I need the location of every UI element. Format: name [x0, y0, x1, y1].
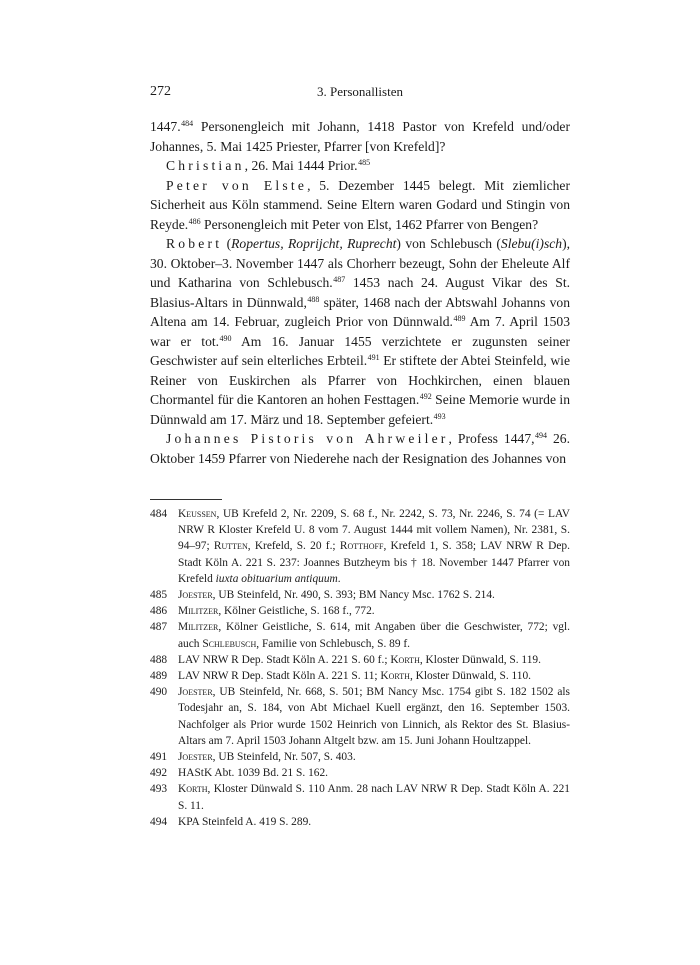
footnote-number: 490 [150, 686, 168, 699]
footnote-ref[interactable]: 493 [433, 411, 446, 421]
footnote-ref[interactable]: 489 [453, 314, 466, 323]
footnote-ref[interactable]: 490 [219, 333, 232, 343]
footnote-486: 486 Militzer, Kölner Geistliche, S. 168 f., 772. [150, 603, 570, 619]
footnote-ref[interactable]: 494 [535, 431, 548, 440]
person-name: Peter von Elste [166, 177, 308, 193]
footnote-number: 489 [150, 670, 168, 683]
footnote-ref[interactable]: 485 [358, 158, 371, 167]
footnote-492: 492 HAStK Abt. 1039 Bd. 21 S. 162. [150, 765, 570, 781]
footnote-494: 494 KPA Steinfeld A. 419 S. 289. [150, 814, 570, 830]
footnote-ref[interactable]: 486 [188, 216, 201, 226]
footnote-485: 485 Joester, UB Steinfeld, Nr. 490, S. 393; BM Nancy Msc. 1762 S. 214. [150, 587, 570, 603]
footnote-ref[interactable]: 487 [333, 275, 346, 284]
footnote-number: 485 [150, 589, 168, 602]
entry-christian: Christian, 26. Mai 1444 Prior.$^{485}$ [166, 158, 371, 173]
footnote-number: 492 [150, 767, 168, 780]
footnote-484: 484 Keussen, UB Krefeld 2, Nr. 2209, S. 68 f., Nr. 2242, S. 73, Nr. 2246, S. 74 (= LAV NRW R Kloster Krefeld U. 8 vom 7. August 1444 mit vollem Namen), Nr. 2381, S. 94–97; Rutten, Krefeld, S. 20 f.; Rotthoff, Krefeld 1, S. 358; LAV NRW R Dep. Stadt Köln A. 221 S. 237: Joannes Butzheym bis † 18. November 1447 Pfarrer von Krefeld iuxta obituarium antiquum. [150, 506, 570, 587]
person-name: Christian [166, 158, 245, 173]
footnote-488: 488 LAV NRW R Dep. Stadt Köln A. 221 S. 60 f.; Korth, Kloster Dünwald, S. 119. [150, 652, 570, 668]
footnote-ref[interactable]: 488 [307, 294, 320, 304]
footnote-divider [150, 499, 222, 500]
footnote-490: 490 Joester, UB Steinfeld, Nr. 668, S. 501; BM Nancy Msc. 1754 gibt S. 182 1502 als Todesjahr an, S. 184, von Abt Michael Kuell ergänzt, den 16. September 1503. Nachfolger als Prior wurde 1502 Heinrich von Linnich, als Rektor des St. Blasius-Altars am 7. April 1503 Johann Altgelt bzw. am 15. Juni Johann Houltzappel. [150, 684, 570, 749]
page-number: 272 [150, 84, 171, 99]
paragraph-1: 1447.$^{484}$ Personengleich mit Johann, 1418 Pastor von Krefeld und/oder Johannes, 5. Mai 1425 Priester, Pfarrer [von Krefeld]? [150, 119, 570, 154]
footnotes [150, 506, 570, 830]
footnote-491: 491 Joester, UB Steinfeld, Nr. 507, S. 403. [150, 749, 570, 765]
footnote-ref[interactable]: 484 [181, 119, 194, 128]
footnote-number: 487 [150, 621, 168, 634]
footnote-493: 493 Korth, Kloster Dünwald S. 110 Anm. 28 nach LAV NRW R Dep. Stadt Köln A. 221 S. 11. [150, 781, 570, 813]
footnote-number: 493 [150, 783, 168, 796]
footnote-number: 488 [150, 653, 168, 666]
footnote-number: 486 [150, 605, 168, 618]
footnote-ref[interactable]: 491 [367, 353, 380, 362]
entry-robert: Robert (Ropertus, Roprijcht, Ruprecht) von Schlebusch (Slebu(i)sch), 30. Oktober–3. November 1447 als Chorherr bezeugt, Sohn der Eheleute Alf und Katharina von Schlebusch.$^{487}$ 1453 nach 24. August Vikar des St. Blasius-Altars in Dünnwald,$^{488}$ später, 1468 nach der Abtswahl Johanns von Altena am 14. Februar, zugleich Prior von Dünnwald.$^{489}$ Am 7. April 1503 war er tot.$^{490}$ Am 16. Januar 1455 verzichtete er zugunsten seiner Geschwister auf sein elterliches Erbteil.$^{491}$ Er stiftete der Abtei Steinfeld, wie Reiner von Euskirchen als Pfarrer von Hochkirchen, einen blauen Chormantel für die Kantoren an hohen Festtagen.$^{492}$ Seine Memorie wurde in Dünnwald am 17. März und 18. September gefeiert.$^{493}$ [150, 236, 571, 427]
page-header [150, 84, 570, 104]
footnote-487: 487 Militzer, Kölner Geistliche, S. 614, mit Angaben über die Geschwister, 772; vgl. auch Schlebusch, Familie von Schlebusch, S. 89 f. [150, 619, 570, 651]
footnote-number: 491 [150, 751, 168, 764]
person-name: Robert [166, 236, 223, 251]
main-text [150, 117, 570, 468]
entry-johannes-pistoris: Johannes Pistoris von Ahrweiler, Profess 1447,$^{494}$ 26. Oktober 1459 Pfarrer von Niederehe nach der Resignation des Johannes von [150, 431, 570, 466]
footnote-number: 484 [150, 508, 168, 520]
running-title: 3. Personallisten [317, 84, 403, 99]
person-name: Johannes Pistoris von Ahrweiler [166, 431, 449, 446]
footnote-number: 494 [150, 815, 168, 828]
entry-peter-von-elste: Peter von Elste, 5. Dezember 1445 belegt. Mit ziemlicher Sicherheit aus Köln stammend. Seine Eltern waren Godard und Stingin von Reyde.$^{486}$ Personengleich mit Peter von Elst, 1462 Pfarrer von Bengen? [150, 177, 570, 232]
footnote-ref[interactable]: 492 [419, 392, 432, 401]
footnote-489: 489 LAV NRW R Dep. Stadt Köln A. 221 S. 11; Korth, Kloster Dünwald, S. 110. [150, 668, 570, 684]
